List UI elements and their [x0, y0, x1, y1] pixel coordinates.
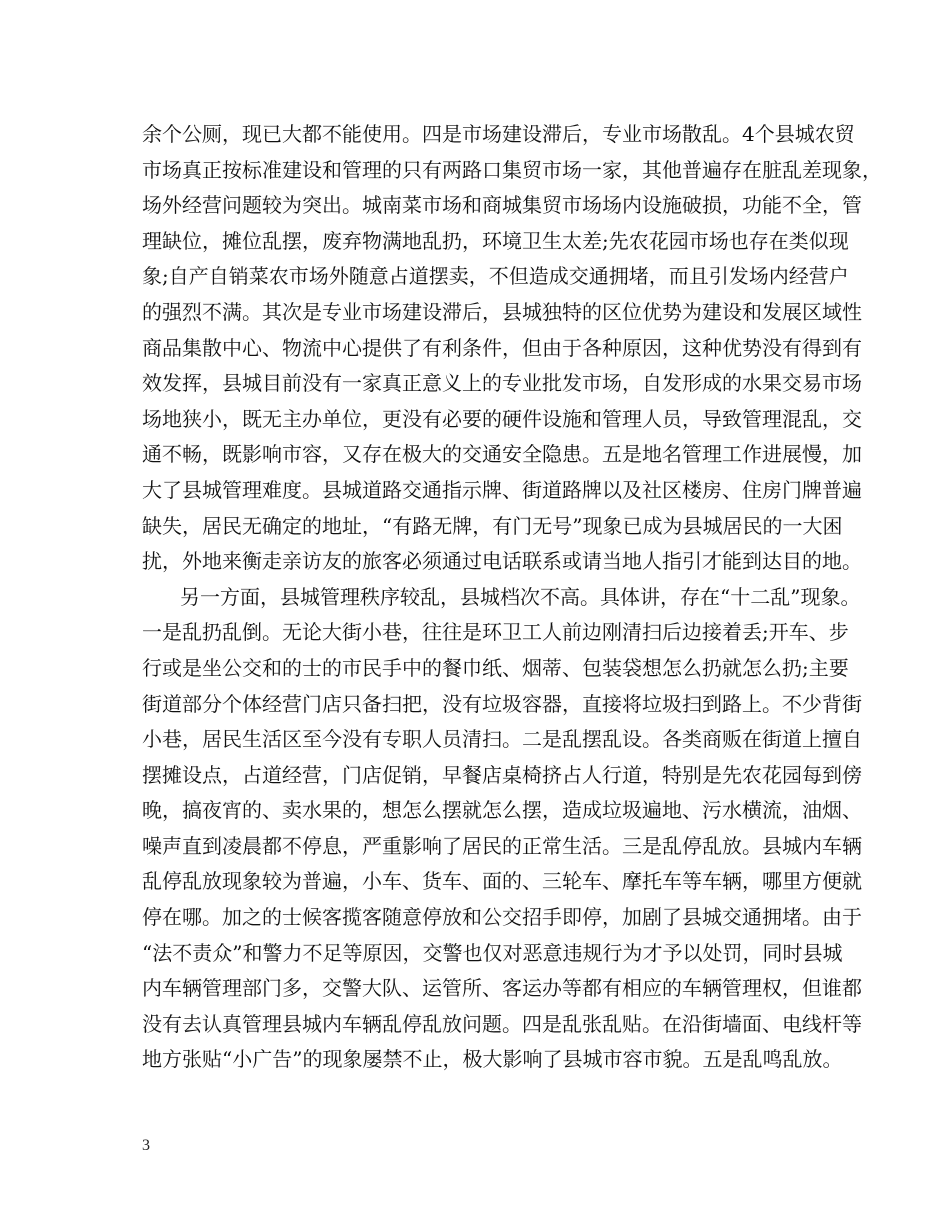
text-line: 市场真正按标准建设和管理的只有两路口集贸市场一家，其他普遍存在脏乱差现象， — [142, 157, 882, 182]
text-line: 内车辆管理部门多，交警大队、运管所、客运办等都有相应的车辆管理权，但谁都 — [142, 976, 862, 1001]
text-line: 噪声直到凌晨都不停息，严重影响了居民的正常生活。三是乱停乱放。县城内车辆 — [142, 833, 862, 858]
text-line: 晚，搞夜宵的、卖水果的，想怎么摆就怎么摆，造成垃圾遍地、污水横流，油烟、 — [142, 798, 862, 823]
text-line: 的强烈不满。其次是专业市场建设滞后，县城独特的区位优势为建设和发展区域性 — [142, 299, 862, 324]
text-line: 停在哪。加之的士候客揽客随意停放和公交招手即停，加剧了县城交通拥堵。由于 — [142, 905, 862, 930]
text-line: 扰，外地来衡走亲访友的旅客必须通过电话联系或请当地人指引才能到达目的地。 — [142, 549, 862, 574]
page-number: 3 — [142, 1137, 150, 1154]
text-line: 通不畅，既影响市容，又存在极大的交通安全隐患。五是地名管理工作进展慢，加 — [142, 442, 862, 467]
text-line: 街道部分个体经营门店只备扫把，没有垃圾容器，直接将垃圾扫到路上。不少背街 — [142, 691, 862, 716]
text-line: 场地狭小，既无主办单位，更没有必要的硬件设施和管理人员，导致管理混乱，交 — [142, 406, 862, 431]
text-line: 大了县城管理难度。县城道路交通指示牌、街道路牌以及社区楼房、住房门牌普遍 — [142, 477, 862, 502]
text-line: 象;自产自销菜农市场外随意占道摆卖，不但造成交通拥堵，而且引发场内经营户 — [142, 264, 849, 289]
text-line: 行或是坐公交和的士的市民手中的餐巾纸、烟蒂、包装袋想怎么扔就怎么扔;主要 — [142, 655, 849, 680]
text-line: 没有去认真管理县城内车辆乱停乱放问题。四是乱张乱贴。在沿街墙面、电线杆等 — [142, 1011, 862, 1036]
text-line: 效发挥，县城目前没有一家真正意义上的专业批发市场，自发形成的水果交易市场 — [142, 371, 862, 396]
text-line: 一是乱扔乱倒。无论大街小巷，往往是环卫工人前边刚清扫后边接着丢;开车、步 — [142, 620, 849, 645]
text-line: 乱停乱放现象较为普遍，小车、货车、面的、三轮车、摩托车等车辆，哪里方便就 — [142, 869, 862, 894]
text-line-indented: 另一方面，县城管理秩序较乱，县城档次不高。具体讲，存在“十二乱”现象。 — [180, 584, 861, 609]
body-text — [142, 117, 882, 1078]
text-line: 地方张贴“小广告”的现象屡禁不止，极大影响了县城市容市貌。五是乱鸣乱放。 — [142, 1047, 843, 1072]
text-line: 小巷，居民生活区至今没有专职人员清扫。二是乱摆乱设。各类商贩在街道上擅自 — [142, 727, 862, 752]
text-line: “法不责众”和警力不足等原因，交警也仅对恶意违规行为才予以处罚，同时县城 — [142, 940, 843, 965]
text-line: 商品集散中心、物流中心提供了有利条件，但由于各种原因，这种优势没有得到有 — [142, 335, 862, 360]
text-line: 理缺位，摊位乱摆，废弃物满地乱扔，环境卫生太差;先农花园市场也存在类似现 — [142, 228, 849, 253]
text-line: 缺失，居民无确定的地址，“有路无牌，有门无号”现象已成为县城居民的一大困 — [142, 513, 843, 538]
text-line: 摆摊设点，占道经营，门店促销，早餐店桌椅挤占人行道，特别是先农花园每到傍 — [142, 762, 862, 787]
text-line: 场外经营问题较为突出。城南菜市场和商城集贸市场场内设施破损，功能不全，管 — [142, 193, 862, 218]
text-line: 余个公厕，现已大都不能使用。四是市场建设滞后，专业市场散乱。4个县城农贸 — [142, 122, 855, 146]
